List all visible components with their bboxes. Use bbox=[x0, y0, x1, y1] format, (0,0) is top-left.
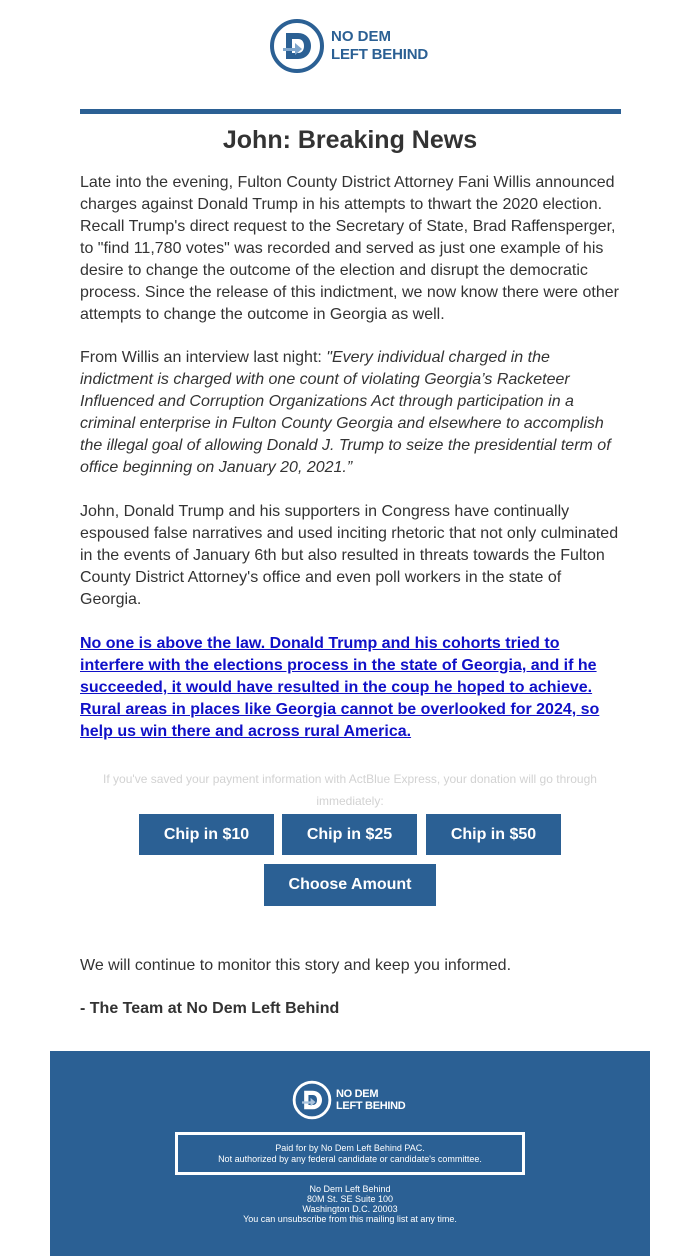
body-paragraph-4 bbox=[80, 633, 624, 743]
body-paragraph-1: Late into the evening, Fulton County District Attorney Fani Willis announced charges against Donald Trump in his attempts to thwart the 2020 election. Recall Trump's direct request to the Secretary of State, Brad Raffensperger, to "find 11,780 votes" was recorded and served as just one example of his desire to change the outcome of the election and disrupt the democratic process. Since the release of this indictment, we now know there were other attempts to change the outcome in Georgia as well. bbox=[80, 174, 619, 323]
actblue-express-note: If you've saved your payment information with ActBlue Express, your donation will go through immediately: bbox=[103, 772, 597, 808]
footer-logo-line-1: NO DEM bbox=[336, 1088, 379, 1100]
footer-ndlb-logo-icon bbox=[292, 1080, 332, 1120]
paid-for-disclaimer bbox=[175, 1132, 525, 1175]
footer bbox=[50, 1051, 650, 1256]
choose-amount-button[interactable]: Choose Amount bbox=[264, 864, 436, 906]
address-city: Washington D.C. 20003 bbox=[302, 1204, 398, 1214]
footer-logo[interactable] bbox=[292, 1080, 405, 1120]
body-paragraph-2 bbox=[80, 347, 624, 479]
email-title: John: Breaking News bbox=[222, 126, 478, 154]
chip-in-10-button[interactable]: Chip in $10 bbox=[139, 814, 274, 855]
unsubscribe-text[interactable]: You can unsubscribe from this mailing list at any time. bbox=[243, 1214, 457, 1224]
header-divider bbox=[80, 109, 621, 114]
address-street: 80M St. SE Suite 100 bbox=[306, 1194, 394, 1204]
donate-link[interactable]: No one is above the law. Donald Trump and his cohorts tried to interfere with the elections process in the state of Georgia, and if he succeeded, it would have resulted in the coup he hoped to achieve. Rural areas in places like Georgia cannot be overlooked for 2024, so help us win there and across rural America. bbox=[80, 635, 600, 740]
body-paragraph-3: John, Donald Trump and his supporters in Congress have continually espoused false narratives and used inciting rhetoric that not only culminated in the events of January 6th but also resulted in threats towards the Fulton County District Attorney's office and even poll workers in the state of Georgia. bbox=[80, 503, 619, 608]
chip-in-50-button[interactable]: Chip in $50 bbox=[426, 814, 561, 855]
willis-quote: "Every individual charged in the indictment is charged with one count of violating Georgia’s Racketeer Influenced and Corruption Organizations Act through participation in a criminal enterprise in Fulton County Georgia and elsewhere to accomplish the illegal goal of allowing Donald J. Trump to seize the presidential term of office beginning on January 20, 2021.” bbox=[80, 349, 611, 476]
ndlb-logo-icon bbox=[269, 18, 325, 74]
closing-paragraph: We will continue to monitor this story and keep you informed. bbox=[80, 957, 512, 974]
footer-logo-wordmark bbox=[336, 1088, 405, 1112]
logo-line-1: NO DEM bbox=[331, 28, 391, 45]
not-authorized-line: Not authorized by any federal candidate or candidate's committee. bbox=[218, 1153, 482, 1164]
footer-address bbox=[50, 1184, 650, 1224]
quote-lead: From Willis an interview last night: bbox=[80, 349, 327, 366]
logo-wordmark bbox=[331, 28, 428, 64]
address-name: No Dem Left Behind bbox=[309, 1184, 391, 1194]
header-logo[interactable] bbox=[269, 18, 428, 74]
paid-for-line: Paid for by No Dem Left Behind PAC. bbox=[275, 1142, 425, 1153]
footer-logo-line-2: LEFT BEHIND bbox=[336, 1100, 406, 1112]
signature: - The Team at No Dem Left Behind bbox=[80, 1000, 340, 1017]
logo-line-2: LEFT BEHIND bbox=[331, 46, 428, 63]
chip-in-25-button[interactable]: Chip in $25 bbox=[282, 814, 417, 855]
